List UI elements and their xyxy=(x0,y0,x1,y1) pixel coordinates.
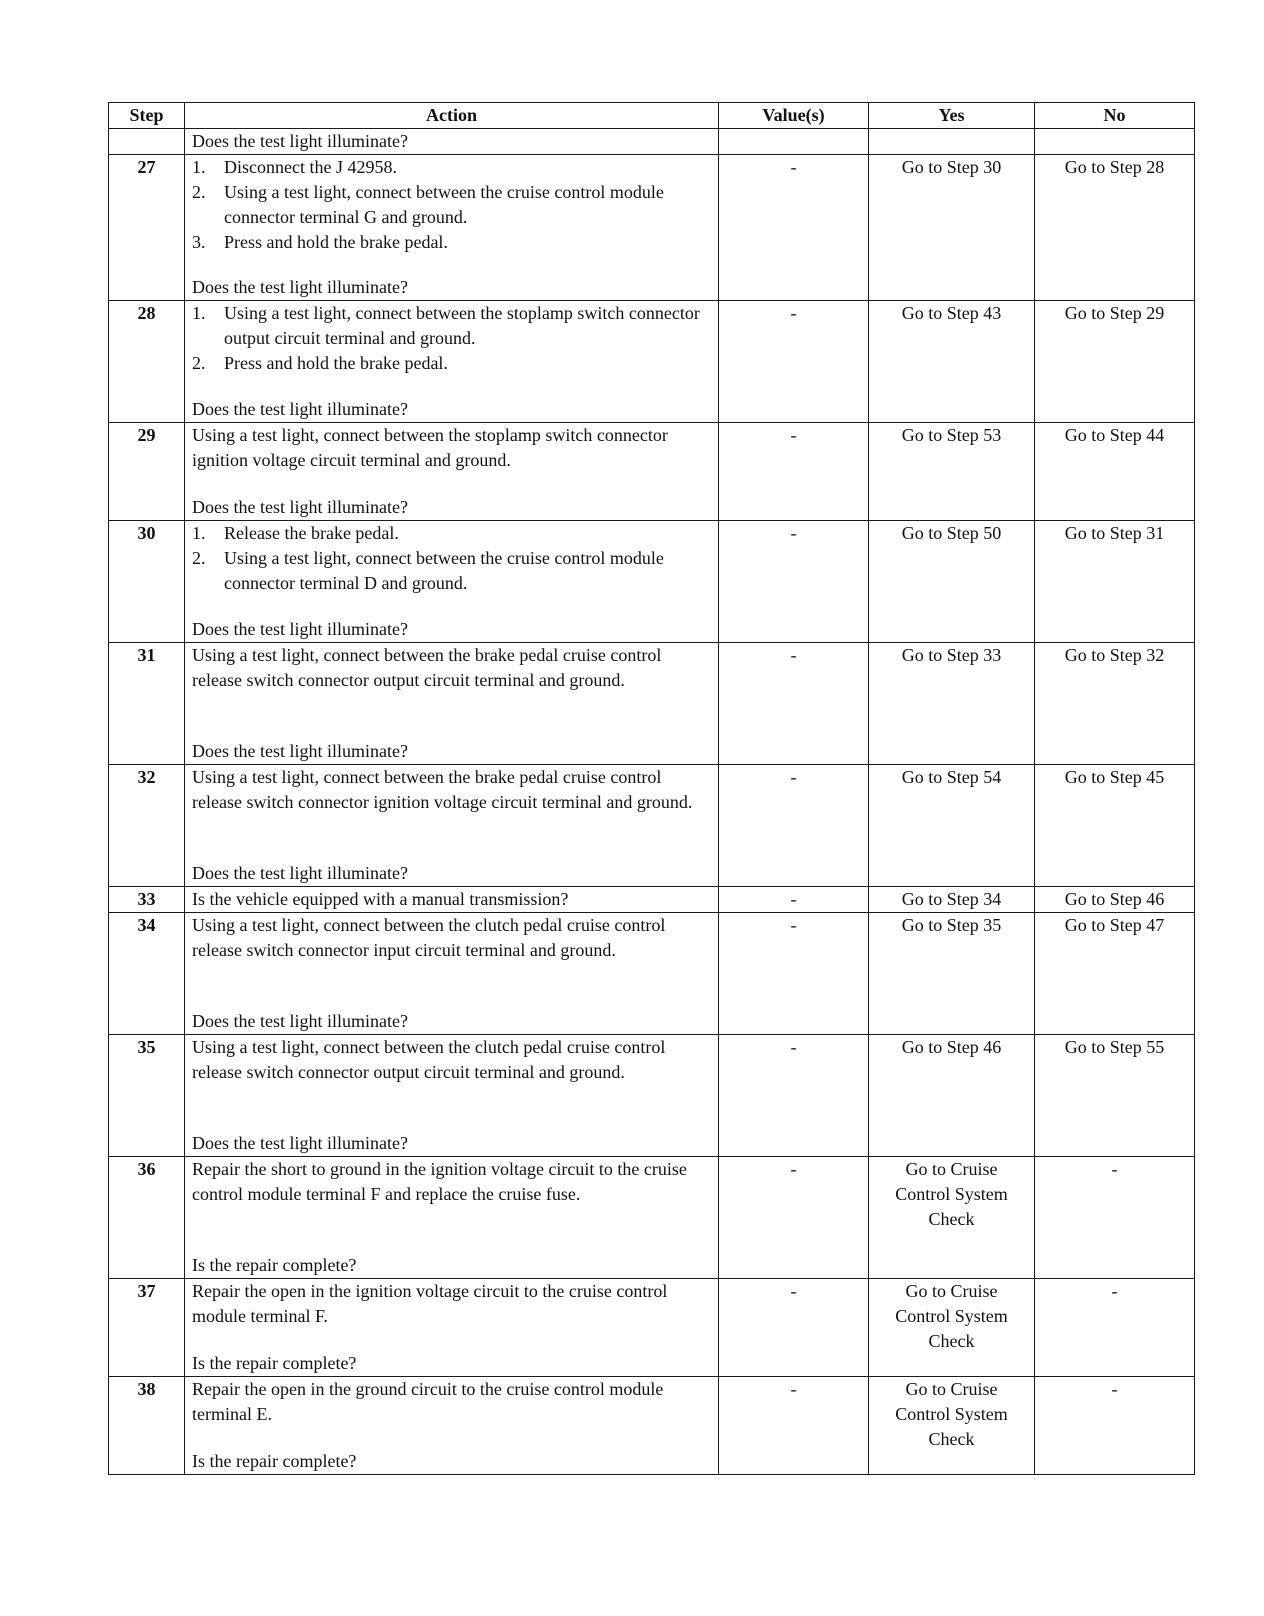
action-content xyxy=(192,301,711,422)
action-instructions xyxy=(192,155,711,255)
no-cell: - xyxy=(1035,1157,1195,1279)
action-instructions xyxy=(192,643,711,693)
action-question: Does the test light illuminate? xyxy=(192,277,408,297)
value-cell: - xyxy=(719,423,869,521)
table-row xyxy=(109,301,1195,423)
action-list-item xyxy=(192,180,711,230)
step-number: 28 xyxy=(109,301,185,423)
table-row xyxy=(109,155,1195,301)
step-number: 33 xyxy=(109,887,185,913)
action-question: Does the test light illuminate? xyxy=(192,399,408,419)
no-cell: Go to Step 32 xyxy=(1035,643,1195,765)
action-content xyxy=(192,887,711,912)
action-text: Using a test light, connect between the stoplamp switch connector ignition voltage circuit terminal and ground. xyxy=(192,425,668,470)
action-item-number: 2. xyxy=(192,182,206,202)
action-content xyxy=(192,1157,711,1278)
action-cell xyxy=(185,301,719,423)
no-cell: Go to Step 46 xyxy=(1035,887,1195,913)
no-cell: - xyxy=(1035,1279,1195,1377)
action-cell xyxy=(185,155,719,301)
action-question: Does the test light illuminate? xyxy=(192,619,408,639)
action-content xyxy=(192,643,711,764)
table-row xyxy=(109,129,1195,155)
action-cell xyxy=(185,129,719,155)
value-cell: - xyxy=(719,765,869,887)
action-content xyxy=(192,1377,711,1474)
action-list xyxy=(192,301,711,376)
yes-cell: Go to Cruise Control System Check xyxy=(869,1377,1035,1475)
yes-cell: Go to Step 54 xyxy=(869,765,1035,887)
header-step: Step xyxy=(109,103,185,129)
action-question: Is the repair complete? xyxy=(192,1255,357,1275)
no-cell: Go to Step 29 xyxy=(1035,301,1195,423)
value-cell: - xyxy=(719,887,869,913)
action-instructions xyxy=(192,913,711,963)
action-instructions xyxy=(192,1377,711,1427)
step-number: 34 xyxy=(109,913,185,1035)
action-cell xyxy=(185,1377,719,1475)
diagnostic-table xyxy=(108,102,1195,1475)
yes-cell: Go to Step 50 xyxy=(869,521,1035,643)
action-question: Is the repair complete? xyxy=(192,1451,357,1471)
action-question: Does the test light illuminate? xyxy=(192,741,408,761)
action-content xyxy=(192,521,711,642)
action-instructions xyxy=(192,521,711,596)
action-text: Repair the short to ground in the ignition voltage circuit to the cruise control module terminal F and replace the cruise fuse. xyxy=(192,1159,687,1204)
action-cell xyxy=(185,887,719,913)
value-cell: - xyxy=(719,301,869,423)
action-question: Does the test light illuminate? xyxy=(192,131,408,151)
step-number: 32 xyxy=(109,765,185,887)
action-item-text: Release the brake pedal. xyxy=(224,523,399,543)
yes-cell: Go to Step 46 xyxy=(869,1035,1035,1157)
action-cell xyxy=(185,1035,719,1157)
action-item-text: Press and hold the brake pedal. xyxy=(224,353,448,373)
action-instructions xyxy=(192,1035,711,1085)
action-text: Using a test light, connect between the brake pedal cruise control release switch connector output circuit terminal and ground. xyxy=(192,645,662,690)
action-text: Using a test light, connect between the clutch pedal cruise control release switch connector output circuit terminal and ground. xyxy=(192,1037,666,1082)
action-item-text: Using a test light, connect between the stoplamp switch connector output circuit terminal and ground. xyxy=(224,303,700,348)
value-cell: - xyxy=(719,1377,869,1475)
action-question: Is the vehicle equipped with a manual transmission? xyxy=(192,889,569,909)
value-cell: - xyxy=(719,1279,869,1377)
action-item-number: 1. xyxy=(192,157,206,177)
action-question: Does the test light illuminate? xyxy=(192,497,408,517)
no-cell: Go to Step 28 xyxy=(1035,155,1195,301)
table-row xyxy=(109,887,1195,913)
value-cell: - xyxy=(719,521,869,643)
header-row xyxy=(109,103,1195,129)
action-list xyxy=(192,155,711,255)
table-row xyxy=(109,1377,1195,1475)
table-row xyxy=(109,913,1195,1035)
table-row xyxy=(109,521,1195,643)
value-cell: - xyxy=(719,1035,869,1157)
table-body xyxy=(109,129,1195,1475)
step-number: 37 xyxy=(109,1279,185,1377)
no-cell: - xyxy=(1035,1377,1195,1475)
action-instructions xyxy=(192,1157,711,1207)
action-content xyxy=(192,1279,711,1376)
yes-cell: Go to Step 35 xyxy=(869,913,1035,1035)
action-cell xyxy=(185,1279,719,1377)
value-cell: - xyxy=(719,1157,869,1279)
yes-cell xyxy=(869,129,1035,155)
step-number: 29 xyxy=(109,423,185,521)
action-content xyxy=(192,1035,711,1156)
action-item-number: 3. xyxy=(192,232,206,252)
action-question: Is the repair complete? xyxy=(192,1353,357,1373)
header-action: Action xyxy=(185,103,719,129)
table-row xyxy=(109,643,1195,765)
step-number: 36 xyxy=(109,1157,185,1279)
action-item-number: 1. xyxy=(192,303,206,323)
header-no: No xyxy=(1035,103,1195,129)
action-item-text: Press and hold the brake pedal. xyxy=(224,232,448,252)
action-text: Repair the open in the ground circuit to the cruise control module terminal E. xyxy=(192,1379,664,1424)
no-cell: Go to Step 31 xyxy=(1035,521,1195,643)
action-list-item xyxy=(192,351,711,376)
yes-cell: Go to Cruise Control System Check xyxy=(869,1157,1035,1279)
step-number: 35 xyxy=(109,1035,185,1157)
action-cell xyxy=(185,1157,719,1279)
action-question: Does the test light illuminate? xyxy=(192,1011,408,1031)
action-content xyxy=(192,129,711,154)
step-number xyxy=(109,129,185,155)
action-item-number: 1. xyxy=(192,523,206,543)
action-item-text: Using a test light, connect between the cruise control module connector terminal D and ground. xyxy=(224,548,664,593)
yes-cell: Go to Step 53 xyxy=(869,423,1035,521)
action-content xyxy=(192,423,711,520)
action-cell xyxy=(185,423,719,521)
action-item-text: Using a test light, connect between the cruise control module connector terminal G and ground. xyxy=(224,182,664,227)
table-row xyxy=(109,1157,1195,1279)
yes-cell: Go to Step 34 xyxy=(869,887,1035,913)
yes-cell: Go to Cruise Control System Check xyxy=(869,1279,1035,1377)
header-values: Value(s) xyxy=(719,103,869,129)
action-list-item xyxy=(192,230,711,255)
action-item-number: 2. xyxy=(192,353,206,373)
action-cell xyxy=(185,643,719,765)
action-item-number: 2. xyxy=(192,548,206,568)
action-list-item xyxy=(192,301,711,351)
table-row xyxy=(109,423,1195,521)
value-cell: - xyxy=(719,155,869,301)
action-content xyxy=(192,913,711,1034)
no-cell: Go to Step 47 xyxy=(1035,913,1195,1035)
table-row xyxy=(109,1035,1195,1157)
action-cell xyxy=(185,765,719,887)
step-number: 38 xyxy=(109,1377,185,1475)
step-number: 31 xyxy=(109,643,185,765)
action-item-text: Disconnect the J 42958. xyxy=(224,157,397,177)
action-text: Using a test light, connect between the clutch pedal cruise control release switch connector input circuit terminal and ground. xyxy=(192,915,666,960)
no-cell: Go to Step 55 xyxy=(1035,1035,1195,1157)
yes-cell: Go to Step 33 xyxy=(869,643,1035,765)
table-row xyxy=(109,765,1195,887)
action-cell xyxy=(185,521,719,643)
action-text: Repair the open in the ignition voltage circuit to the cruise control module terminal F. xyxy=(192,1281,668,1326)
value-cell: - xyxy=(719,913,869,1035)
value-cell: - xyxy=(719,643,869,765)
action-content xyxy=(192,155,711,300)
table-row xyxy=(109,1279,1195,1377)
action-list xyxy=(192,521,711,596)
no-cell: Go to Step 44 xyxy=(1035,423,1195,521)
action-instructions xyxy=(192,765,711,815)
step-number: 30 xyxy=(109,521,185,643)
no-cell: Go to Step 45 xyxy=(1035,765,1195,887)
action-instructions xyxy=(192,1279,711,1329)
action-content xyxy=(192,765,711,886)
value-cell xyxy=(719,129,869,155)
action-instructions xyxy=(192,423,711,473)
action-text: Using a test light, connect between the brake pedal cruise control release switch connector ignition voltage circuit terminal and ground. xyxy=(192,767,693,812)
header-yes: Yes xyxy=(869,103,1035,129)
action-instructions xyxy=(192,301,711,376)
no-cell xyxy=(1035,129,1195,155)
action-list-item xyxy=(192,155,711,180)
yes-cell: Go to Step 43 xyxy=(869,301,1035,423)
action-list-item xyxy=(192,546,711,596)
yes-cell: Go to Step 30 xyxy=(869,155,1035,301)
step-number: 27 xyxy=(109,155,185,301)
action-question: Does the test light illuminate? xyxy=(192,863,408,883)
action-list-item xyxy=(192,521,711,546)
action-cell xyxy=(185,913,719,1035)
action-question: Does the test light illuminate? xyxy=(192,1133,408,1153)
